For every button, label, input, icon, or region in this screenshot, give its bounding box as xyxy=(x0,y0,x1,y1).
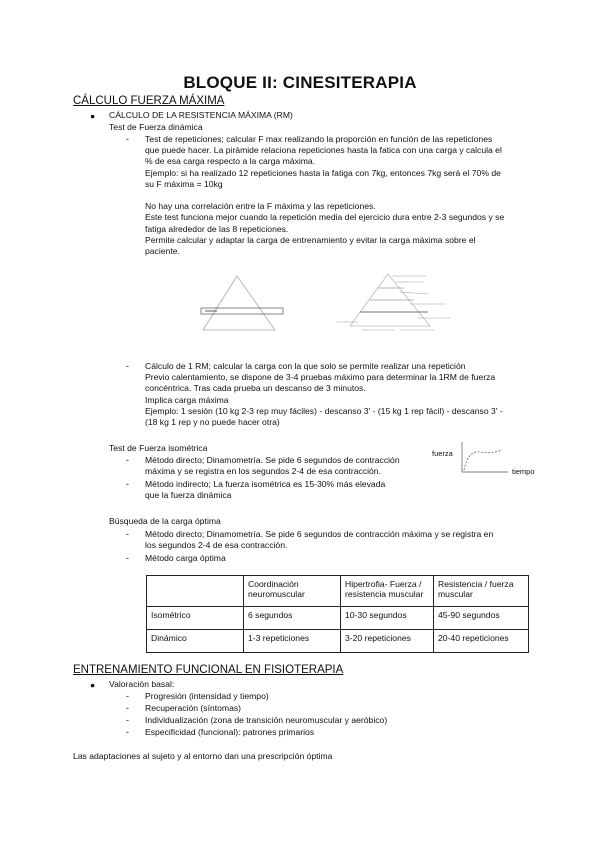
list-dash: - xyxy=(126,361,129,371)
text-line: fatiga alrededor de las 8 repeticiones. xyxy=(145,223,289,234)
table-header-cell xyxy=(434,576,529,607)
header-line: Hipertrofia- Fuerza / xyxy=(345,579,422,589)
bus-metodo-carga-optima: Método carga óptima xyxy=(145,553,226,563)
list-dash: - xyxy=(126,553,129,563)
table-cell: 20-40 repeticiones xyxy=(434,630,529,653)
subheading-test-dinamica: Test de Fuerza dinámica xyxy=(109,122,203,132)
table-header-cell xyxy=(147,576,244,607)
table-header-row xyxy=(147,576,529,607)
table-cell: 6 segundos xyxy=(244,607,341,630)
text-line: Ejemplo: si ha realizado 12 repeticiones hasta la fatiga con 7kg, entonces 7kg será el 70% de xyxy=(145,167,501,178)
text-line: los segundos 2-4 de esa contracción. xyxy=(145,540,288,551)
section-heading-entrenamiento: ENTRENAMIENTO FUNCIONAL EN FISIOTERAPIA xyxy=(73,664,344,676)
text-line: Cálculo de 1 RM; calcular la carga con la que solo se permite realizar una repetición xyxy=(145,361,466,371)
text-line: concéntrica. Tras cada prueba un descanso de 3 minutos. xyxy=(145,383,366,394)
list-dash: - xyxy=(126,479,129,489)
table-cell: 3-20 repeticiones xyxy=(341,630,434,653)
text-line: Método directo; Dinamometría. Se pide 6 segundos de contracción máxima y se registra en xyxy=(145,529,494,539)
table-cell: 1-3 repeticiones xyxy=(244,630,341,653)
pyramid-figure-right xyxy=(330,268,460,336)
test-repeticiones-text xyxy=(145,134,527,257)
text-line: paciente. xyxy=(145,246,180,257)
table-row xyxy=(147,630,529,653)
graph-label-fuerza: fuerza xyxy=(432,449,453,458)
header-line: Resistencia / fuerza xyxy=(438,579,514,589)
header-line: muscular xyxy=(438,589,473,599)
list-dash: - xyxy=(126,529,129,539)
bullet-valoracion: Valoración basal: xyxy=(109,679,175,689)
pyramid-figure-left xyxy=(195,268,295,336)
text-line xyxy=(145,190,527,201)
text-line: Método indirecto; La fuerza isométrica es 15-30% más elevada xyxy=(145,479,386,489)
text-line: % de esa carga respecto a la carga máxima. xyxy=(145,156,316,167)
text-line: que puede hacer. La pirámide relaciona repeticiones hasta la fatica con una carga y calcula el xyxy=(145,145,502,156)
text-line: su F máxima = 10kg xyxy=(145,178,223,189)
list-dash: - xyxy=(126,715,129,725)
text-line: Implica carga máxima xyxy=(145,394,229,405)
list-item: Recuperación (síntomas) xyxy=(145,703,242,713)
table-cell: Isométrico xyxy=(147,607,244,630)
iso-metodo-indirecto xyxy=(145,479,425,501)
closing-sentence: Las adaptaciones al sujeto y al entorno dan una prescripción óptima xyxy=(73,751,333,761)
table-header-cell xyxy=(341,576,434,607)
text-line: máxima y se registra en los segundos 2-4 de esa contracción. xyxy=(145,466,381,477)
list-item: Especificidad (funcional): patrones primarios xyxy=(145,727,315,737)
calculo-1rm-text xyxy=(145,361,527,428)
table-cell: 10-30 segundos xyxy=(341,607,434,630)
bus-metodo-directo xyxy=(145,529,527,551)
text-line: No hay una correlación entre la F máxima y las repeticiones. xyxy=(145,201,376,212)
list-item: Progresión (intensidad y tiempo) xyxy=(145,691,269,701)
text-line: (18 kg 1 rep y no puede hacer otra) xyxy=(145,417,280,428)
table-cell: 45-90 segundos xyxy=(434,607,529,630)
text-line: que la fuerza dinámica xyxy=(145,490,232,501)
section-heading-fuerza-maxima: CÁLCULO FUERZA MÁXIMA xyxy=(73,95,225,107)
text-line: Ejemplo: 1 sesión (10 kg 2-3 rep muy fáciles) - descanso 3' - (15 kg 1 rep fácil) - descanso 3' - xyxy=(145,405,503,416)
page-title: BLOQUE II: CINESITERAPIA xyxy=(183,73,417,92)
graph-label-tiempo: tiempo xyxy=(512,467,535,476)
list-dash: - xyxy=(126,691,129,701)
list-dash: - xyxy=(126,134,129,144)
table-row xyxy=(147,607,529,630)
text-line: Test de repeticiones; calcular F max realizando la proporción en función de las repeticiones xyxy=(145,134,493,144)
list-dash: - xyxy=(126,703,129,713)
subheading-busqueda: Búsqueda de la carga óptima xyxy=(109,516,221,526)
list-dash: - xyxy=(126,455,129,465)
table-cell: Dinámico xyxy=(147,630,244,653)
bullet-dot: ● xyxy=(90,680,96,690)
subheading-test-isometrica: Test de Fuerza isométrica xyxy=(109,443,208,453)
list-dash: - xyxy=(126,727,129,737)
header-line: neuromuscular xyxy=(248,589,305,599)
text-line: Este test funciona mejor cuando la repetición media del ejercicio dura entre 2-3 segundos y se xyxy=(145,212,505,223)
text-line: Método directo; Dinamometría. Se pide 6 segundos de contracción xyxy=(145,455,400,465)
iso-metodo-directo xyxy=(145,455,425,477)
header-line: resistencia muscular xyxy=(345,589,424,599)
table-header-cell xyxy=(244,576,341,607)
header-line: Coordinación xyxy=(248,579,299,589)
bullet-dot: ● xyxy=(90,111,96,121)
text-line: Permite calcular y adaptar la carga de entrenamiento y evitar la carga máxima sobre el xyxy=(145,234,476,245)
text-line: Previo calentamiento, se dispone de 3-4 pruebas máximo para determinar la 1RM de fuerza xyxy=(145,372,496,383)
bullet-rm: CÁLCULO DE LA RESISTENCIA MÁXIMA (RM) xyxy=(109,110,293,120)
list-item: Individualización (zona de transición neuromuscular y aeróbico) xyxy=(145,715,388,725)
carga-optima-table xyxy=(146,575,529,653)
